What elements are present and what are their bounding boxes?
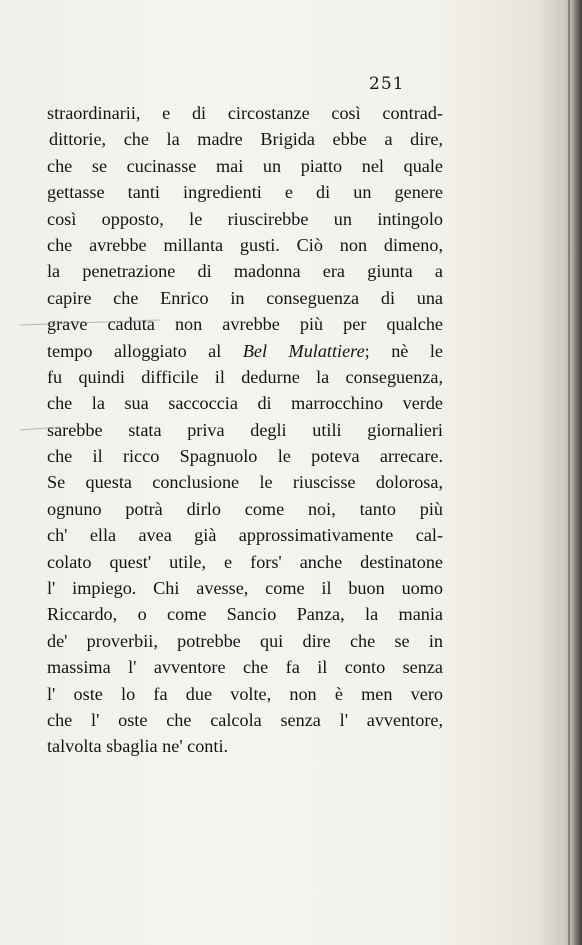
text-fragment: ; nè le: [364, 340, 443, 361]
text-line: de' proverbii, potrebbe qui dire che se in: [47, 630, 443, 651]
text-line: Se questa conclusione le riuscisse dolorosa,: [47, 472, 443, 493]
text-line: fu quindi difficile il dedurne la conseguenza,: [47, 366, 443, 387]
text-line: straordinarii, e di circostanze così contrad-: [47, 103, 443, 123]
text-line: la penetrazione di madonna era giunta a: [47, 261, 443, 282]
page-edge-line: [568, 0, 570, 945]
text-line: l' oste lo fa due volte, non è men vero: [47, 683, 443, 704]
text-line: capire che Enrico in conseguenza di una: [47, 287, 443, 308]
text-line: che avrebbe millanta gusti. Ciò non dimeno,: [47, 234, 443, 255]
text-line: grave caduta non avrebbe più per qualche: [47, 314, 443, 335]
text-line: che la sua saccoccia di marrocchino verde: [47, 393, 443, 414]
text-line: dittorie, che la madre Brigida ebbe a dire,: [49, 129, 443, 150]
text-line: talvolta sbaglia ne' conti.: [47, 736, 229, 757]
text-line: massima l' avventore che fa il conto senza: [47, 657, 443, 678]
text-line: ognuno potrà dirlo come noi, tanto più: [47, 498, 443, 519]
text-line: che il ricco Spagnuolo le poteva arrecare.: [47, 446, 443, 467]
text-line-with-italic: [47, 338, 443, 364]
text-line: che l' oste che calcola senza l' avventore,: [47, 709, 443, 730]
italic-title: Bel Mulattiere: [242, 340, 365, 361]
text-line: che se cucinasse mai un piatto nel quale: [47, 155, 443, 176]
text-line: l' impiego. Chi avesse, come il buon uomo: [47, 578, 443, 599]
body-text: [47, 100, 443, 760]
text-line: così opposto, le riuscirebbe un intingolo: [47, 208, 443, 229]
text-line: sarebbe stata priva degli utili giornalieri: [47, 419, 443, 440]
text-line: ch' ella avea già approssimativamente cal-: [47, 525, 443, 546]
page-edge-shadow: [572, 0, 582, 945]
page-number: 251: [369, 74, 405, 94]
text-line: colato quest' utile, e fors' anche destinatone: [47, 551, 443, 572]
text-line: gettasse tanti ingredienti e di un genere: [47, 182, 443, 203]
text-fragment: tempo alloggiato al: [47, 340, 243, 361]
text-line: Riccardo, o come Sancio Panza, la mania: [47, 604, 443, 625]
